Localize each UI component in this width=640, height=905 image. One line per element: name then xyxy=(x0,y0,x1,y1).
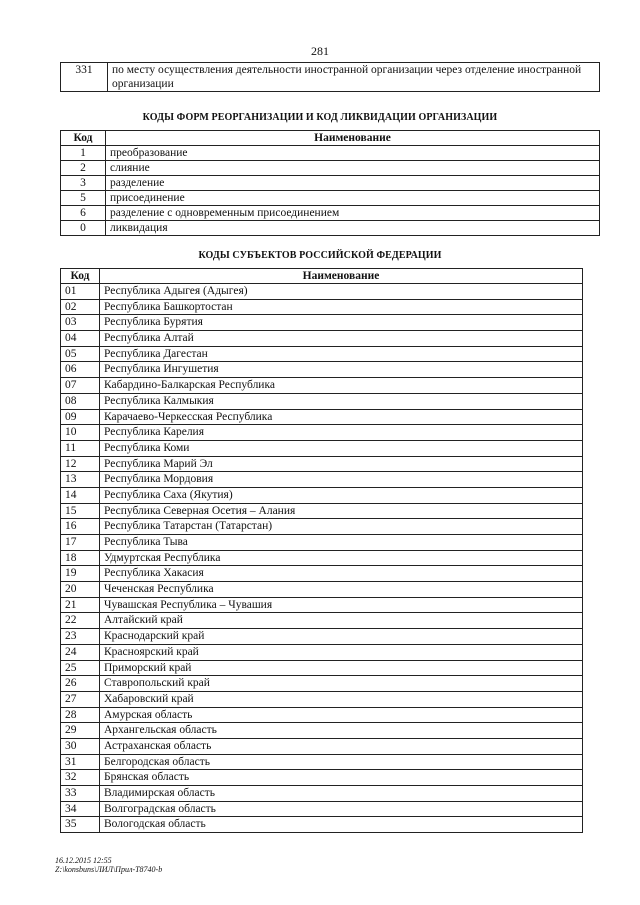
code-cell: 07 xyxy=(61,378,100,394)
column-header-code: Код xyxy=(61,131,106,146)
name-cell: Республика Калмыкия xyxy=(100,393,583,409)
name-cell: Архангельская область xyxy=(100,723,583,739)
table-row xyxy=(61,206,600,221)
code-cell: 18 xyxy=(61,550,100,566)
code-cell: 05 xyxy=(61,346,100,362)
code-cell: 5 xyxy=(61,191,106,206)
code-cell: 26 xyxy=(61,676,100,692)
code-cell: 03 xyxy=(61,315,100,331)
table-row xyxy=(61,597,583,613)
code-cell: 01 xyxy=(61,284,100,300)
table-row xyxy=(61,362,583,378)
code-cell: 29 xyxy=(61,723,100,739)
code-cell: 11 xyxy=(61,440,100,456)
table-row xyxy=(61,346,583,362)
code-cell: 14 xyxy=(61,487,100,503)
table-row xyxy=(61,817,583,833)
code-cell: 0 xyxy=(61,221,106,236)
name-cell: Республика Алтай xyxy=(100,331,583,347)
table-row xyxy=(61,472,583,488)
name-cell: преобразование xyxy=(106,146,600,161)
name-cell: Чувашская Республика – Чувашия xyxy=(100,597,583,613)
table-row xyxy=(61,550,583,566)
table-row xyxy=(61,409,583,425)
code-cell: 09 xyxy=(61,409,100,425)
code-cell: 24 xyxy=(61,644,100,660)
code-cell: 28 xyxy=(61,707,100,723)
name-cell: Республика Тыва xyxy=(100,535,583,551)
reorg-codes-table xyxy=(60,130,600,236)
table-row xyxy=(61,754,583,770)
table-row xyxy=(61,786,583,802)
table-row xyxy=(61,629,583,645)
name-cell: Республика Карелия xyxy=(100,425,583,441)
name-cell: Белгородская область xyxy=(100,754,583,770)
table-row xyxy=(61,456,583,472)
name-cell: Республика Северная Осетия – Алания xyxy=(100,503,583,519)
table-row xyxy=(61,644,583,660)
code-cell: 27 xyxy=(61,691,100,707)
code-cell: 20 xyxy=(61,582,100,598)
table-row xyxy=(61,801,583,817)
code-cell: 10 xyxy=(61,425,100,441)
code-cell: 3 xyxy=(61,176,106,191)
name-cell: Карачаево-Черкесская Республика xyxy=(100,409,583,425)
table-row xyxy=(61,146,600,161)
table-row xyxy=(61,63,600,92)
table-row xyxy=(61,707,583,723)
table-row xyxy=(61,425,583,441)
table-row xyxy=(61,566,583,582)
name-cell: Республика Татарстан (Татарстан) xyxy=(100,519,583,535)
table-row xyxy=(61,299,583,315)
code-cell: 23 xyxy=(61,629,100,645)
table-header-row xyxy=(61,131,600,146)
region-codes-table xyxy=(60,268,583,833)
code-cell: 04 xyxy=(61,331,100,347)
name-cell: Красноярский край xyxy=(100,644,583,660)
table-row xyxy=(61,191,600,206)
table-row xyxy=(61,284,583,300)
code-cell: 08 xyxy=(61,393,100,409)
table-row xyxy=(61,691,583,707)
code-cell: 06 xyxy=(61,362,100,378)
table-row xyxy=(61,613,583,629)
name-cell: Краснодарский край xyxy=(100,629,583,645)
name-cell: Вологодская область xyxy=(100,817,583,833)
reorg-section-title: КОДЫ ФОРМ РЕОРГАНИЗАЦИИ И КОД ЛИКВИДАЦИИ ОРГАНИЗАЦИИ xyxy=(142,112,498,123)
name-cell: Республика Марий Эл xyxy=(100,456,583,472)
code-cell: 31 xyxy=(61,754,100,770)
name-cell: Республика Адыгея (Адыгея) xyxy=(100,284,583,300)
table-row xyxy=(61,378,583,394)
table-row xyxy=(61,221,600,236)
footer-path: Z:\konsbuns\ЛИЛ\Прил-Т8740-b xyxy=(55,865,163,874)
name-cell: по месту осуществления деятельности иностранной организации через отделение иностранной организации xyxy=(108,63,600,92)
name-cell: Республика Башкортостан xyxy=(100,299,583,315)
regions-section-title: КОДЫ СУБЪЕКТОВ РОССИЙСКОЙ ФЕДЕРАЦИИ xyxy=(198,250,442,261)
column-header-code: Код xyxy=(61,269,100,284)
name-cell: Республика Саха (Якутия) xyxy=(100,487,583,503)
code-cell: 17 xyxy=(61,535,100,551)
code-cell: 22 xyxy=(61,613,100,629)
code-cell: 19 xyxy=(61,566,100,582)
table-row xyxy=(61,723,583,739)
name-cell: Республика Дагестан xyxy=(100,346,583,362)
table-row xyxy=(61,535,583,551)
name-cell: слияние xyxy=(106,161,600,176)
name-cell: Хабаровский край xyxy=(100,691,583,707)
table-row xyxy=(61,660,583,676)
name-cell: разделение xyxy=(106,176,600,191)
code-cell: 15 xyxy=(61,503,100,519)
code-cell: 331 xyxy=(61,63,108,92)
name-cell: Астраханская область xyxy=(100,738,583,754)
code-cell: 30 xyxy=(61,738,100,754)
table-row xyxy=(61,503,583,519)
table-row xyxy=(61,487,583,503)
column-header-name: Наименование xyxy=(106,131,600,146)
name-cell: Республика Ингушетия xyxy=(100,362,583,378)
name-cell: Ставропольский край xyxy=(100,676,583,692)
name-cell: Амурская область xyxy=(100,707,583,723)
table-row xyxy=(61,770,583,786)
name-cell: Чеченская Республика xyxy=(100,582,583,598)
code-cell: 21 xyxy=(61,597,100,613)
code-cell: 32 xyxy=(61,770,100,786)
code-cell: 13 xyxy=(61,472,100,488)
table-header-row xyxy=(61,269,583,284)
name-cell: Волгоградская область xyxy=(100,801,583,817)
continuation-table xyxy=(60,62,600,92)
code-cell: 34 xyxy=(61,801,100,817)
name-cell: Республика Хакасия xyxy=(100,566,583,582)
name-cell: ликвидация xyxy=(106,221,600,236)
name-cell: присоединение xyxy=(106,191,600,206)
table-row xyxy=(61,176,600,191)
name-cell: Брянская область xyxy=(100,770,583,786)
name-cell: Республика Бурятия xyxy=(100,315,583,331)
code-cell: 1 xyxy=(61,146,106,161)
code-cell: 6 xyxy=(61,206,106,221)
table-row xyxy=(61,738,583,754)
code-cell: 12 xyxy=(61,456,100,472)
code-cell: 2 xyxy=(61,161,106,176)
table-row xyxy=(61,582,583,598)
code-cell: 33 xyxy=(61,786,100,802)
table-row xyxy=(61,315,583,331)
name-cell: Владимирская область xyxy=(100,786,583,802)
code-cell: 02 xyxy=(61,299,100,315)
name-cell: Кабардино-Балкарская Республика xyxy=(100,378,583,394)
table-row xyxy=(61,331,583,347)
code-cell: 16 xyxy=(61,519,100,535)
name-cell: Республика Коми xyxy=(100,440,583,456)
column-header-name: Наименование xyxy=(100,269,583,284)
table-row xyxy=(61,393,583,409)
footer-date: 16.12.2015 12:55 xyxy=(55,856,112,865)
code-cell: 25 xyxy=(61,660,100,676)
table-row xyxy=(61,161,600,176)
table-row xyxy=(61,519,583,535)
name-cell: Приморский край xyxy=(100,660,583,676)
name-cell: Алтайский край xyxy=(100,613,583,629)
page-number: 281 xyxy=(311,44,329,58)
table-row xyxy=(61,676,583,692)
name-cell: Удмуртская Республика xyxy=(100,550,583,566)
code-cell: 35 xyxy=(61,817,100,833)
table-row xyxy=(61,440,583,456)
name-cell: разделение с одновременным присоединением xyxy=(106,206,600,221)
name-cell: Республика Мордовия xyxy=(100,472,583,488)
